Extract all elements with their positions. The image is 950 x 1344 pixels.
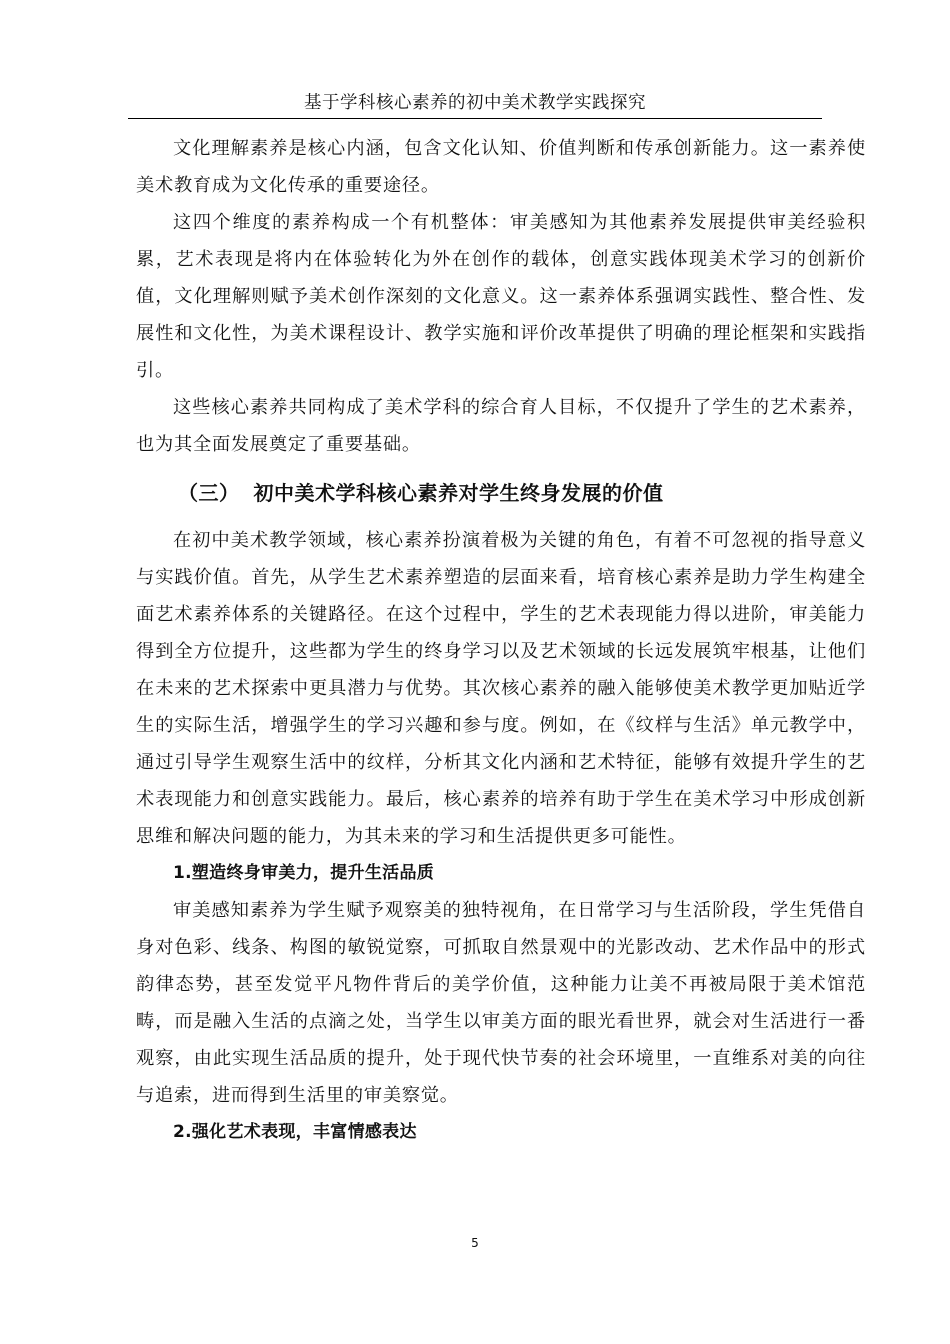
section-number: （三） — [178, 481, 240, 505]
section-heading — [136, 477, 866, 509]
page-body — [136, 130, 866, 1151]
section-title: 初中美术学科核心素养对学生终身发展的价值 — [253, 481, 664, 505]
paragraph-teaching-value: 在初中美术教学领域，核心素养扮演着极为关键的角色，有着不可忽视的指导意义与实践价值。首先，从学生艺术素养塑造的层面来看，培育核心素养是助力学生构建全面艺术素养体系的关键路径。在这个过程中，学生的艺术表现能力得以进阶，审美能力得到全方位提升，这些都为学生的终身学习以及艺术领域的长远发展筑牢根基，让他们在未来的艺术探索中更具潜力与优势。其次核心素养的融入能够使美术教学更加贴近学生的实际生活，增强学生的学习兴趣和参与度。例如，在《纹样与生活》单元教学中，通过引导学生观察生活中的纹样，分析其文化内涵和艺术特征，能够有效提升学生的艺术表现能力和创意实践能力。最后，核心素养的培养有助于学生在美术学习中形成创新思维和解决问题的能力，为其未来的学习和生活提供更多可能性。 — [136, 530, 866, 847]
paragraph-aesthetic-perception: 审美感知素养为学生赋予观察美的独特视角，在日常学习与生活阶段，学生凭借自身对色彩、线条、构图的敏锐觉察，可抓取自然景观中的光影改动、艺术作品中的形式韵律态势，甚至发觉平凡物件背后的美学价值，这种能力让美不再被局限于美术馆范畴，而是融入生活的点滴之处，当学生以审美方面的眼光看世界，就会对生活进行一番观察，由此实现生活品质的提升，处于现代快节奏的社会环境里，一直维系对美的向往与追索，进而得到生活里的审美察觉。 — [136, 900, 866, 1106]
paragraph-core-literacy-goals: 这些核心素养共同构成了美术学科的综合育人目标，不仅提升了学生的艺术素养，也为其全面发展奠定了重要基础。 — [136, 397, 866, 455]
paragraph-culture-understanding: 文化理解素养是核心内涵，包含文化认知、价值判断和传承创新能力。这一素养使美术教育成为文化传承的重要途径。 — [136, 138, 866, 196]
subheading-aesthetic: 1.塑造终身审美力，提升生活品质 — [173, 863, 435, 883]
page-number: 5 — [471, 1236, 479, 1250]
running-header — [128, 88, 822, 119]
paragraph-four-dimensions: 这四个维度的素养构成一个有机整体：审美感知为其他素养发展提供审美经验积累，艺术表现是将内在体验转化为外在创作的载体，创意实践体现美术学习的创新价值，文化理解则赋予美术创作深刻的文化意义。这一素养体系强调实践性、整合性、发展性和文化性，为美术课程设计、教学实施和评价改革提供了明确的理论框架和实践指引。 — [136, 212, 866, 381]
running-header-title: 基于学科核心素养的初中美术教学实践探究 — [304, 93, 646, 113]
subheading-art-expression: 2.强化艺术表现，丰富情感表达 — [173, 1122, 417, 1142]
